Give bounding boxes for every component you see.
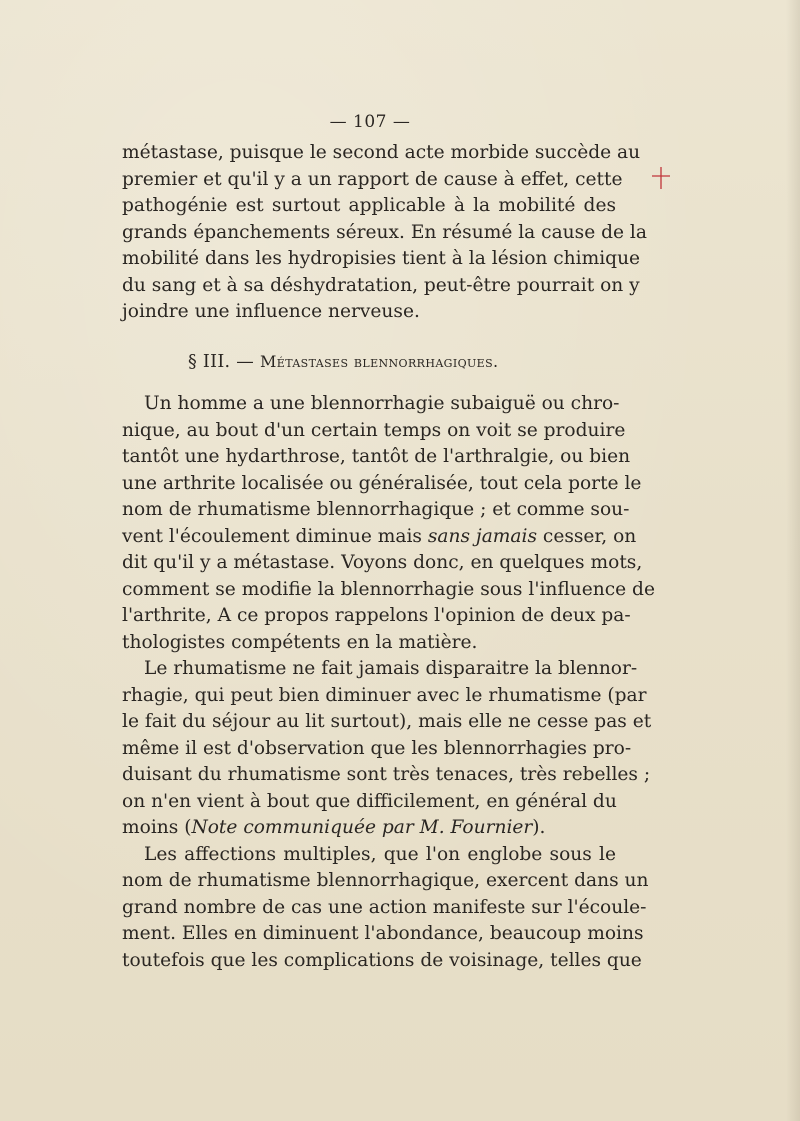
text-line: nom de rhumatisme blennorrhagique, exercent dans un [122,870,649,891]
text-line [122,524,637,551]
text-line: nom de rhumatisme blennorrhagique ; et comme sou- [122,499,630,520]
paragraph [122,391,655,656]
text-line: même il est d'observation que les blennorrhagies pro- [122,737,632,759]
text-line: grands épanchements séreux. En résumé la cause de la [122,221,647,243]
body-text [122,140,655,974]
text-line: pathogénie est surtout applicable à la mobilité des [122,195,616,216]
text-line: mobilité dans les hydropisies tient à la lésion chimique [122,248,641,269]
paragraph-continued [122,140,647,326]
italic-text: sans jamais [427,525,537,547]
text-line: on n'en vient à bout que difficilement, en général du [122,790,617,812]
text-line: rhagie, qui peut bien diminuer avec le rhumatisme (par [122,684,647,706]
paragraph [122,842,649,975]
text-line: nique, au bout d'un certain temps on voit se produire [122,419,626,441]
text-line: Le rhumatisme ne fait jamais disparaitre la blennor- [144,658,638,679]
red-cross-mark-icon [650,166,672,190]
italic-citation: Note communiquée par M. Fournier [191,817,533,838]
text-line: comment se modifie la blennorrhagie sous l'influence de [122,578,655,600]
paragraph [122,656,652,842]
text-line: Un homme a une blennorrhagie subaiguë ou chro- [144,393,620,414]
text-line: tantôt une hydarthrose, tantôt de l'arthralgie, ou bien [122,446,631,467]
section-heading [122,349,616,376]
text-line: Les affections multiples, que l'on englobe sous le [144,843,616,865]
text-line: du sang et à sa déshydratation, peut-être pourrait on y [122,274,640,296]
text-line: premier et qu'il y a un rapport de cause à effet, cette [122,168,623,190]
text-line: métastase, puisque le second acte morbide succède au [122,142,641,163]
text-line: duisant du rhumatisme sont très tenaces, très rebelles ; [122,764,651,785]
text-span: vent l'écoulement diminue mais [122,525,428,547]
text-line: thologistes compétents en la matière. [122,631,478,653]
text-line: toutefois que les complications de voisinage, telles que [122,949,642,971]
text-line: l'arthrite, A ce propos rappelons l'opinion de deux pa- [122,605,631,626]
text-span: moins ( [122,817,192,838]
page-number: — 107 — [329,112,411,132]
section-dash: — [236,351,255,372]
text-line: dit qu'il y a métastase. Voyons donc, en quelques mots, [122,552,643,573]
section-number: § III. [188,351,231,372]
page-edge-shadow [786,0,800,1121]
section-title: Métastases blennorrhagiques. [259,351,499,371]
text-line: le fait du séjour au lit surtout), mais elle ne cesse pas et [122,711,652,732]
text-span: ). [532,817,546,838]
text-line [122,815,616,842]
text-line: joindre une influence nerveuse. [122,301,420,322]
text-span: cesser, on [537,525,637,547]
text-line: grand nombre de cas une action manifeste sur l'écoule- [122,896,647,918]
text-line: ment. Elles en diminuent l'abondance, beaucoup moins [122,923,644,944]
text-line: une arthrite localisée ou généralisée, tout cela porte le [122,472,642,494]
